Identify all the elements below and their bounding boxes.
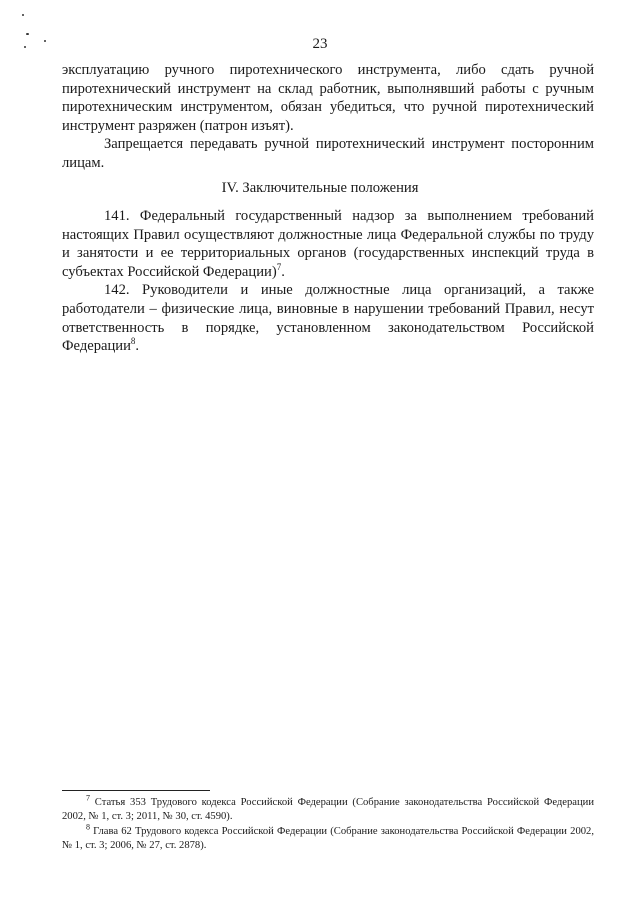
paragraph-continuation: эксплуатацию ручного пиротехнического инструмента, либо сдать ручной пиротехнический инструмент на склад работник, выполнявший работы с ручным пиротехническим инструментом, обязан убедиться, что ручной пиротехнический инструмент разряжен (патрон изъят). <box>62 62 594 134</box>
footnote-ref-8[interactable]: 8 <box>130 336 136 347</box>
footnote-separator <box>62 790 210 791</box>
continued-text-block <box>62 61 594 173</box>
clause-141-end: . <box>281 263 285 280</box>
clause-141-text: 141. Федеральный государственный надзор за выполнением требований настоящих Правил осуществляют должностные лица Федеральной службы по труду и занятости и ее территориальных органов (государственных инспекций труда в субъектах Российской Федерации) <box>62 208 594 280</box>
footnote-mark-8: 8 <box>86 822 90 832</box>
footnote-7-text: Статья 353 Трудового кодекса Российской Федерации (Собрание законодательства Российской Федерации 2002, № 1, ст. 3; 2011, № 30, ст. 4590). <box>62 797 594 822</box>
footnote-8-text: Глава 62 Трудового кодекса Российской Федерации (Собрание законодательства Российской Федерации 2002, № 1, ст. 3; 2006, № 27, ст. 2878). <box>62 826 594 851</box>
footnote-7 <box>62 793 594 823</box>
page-number: 23 <box>312 36 328 52</box>
clause-142-text: 142. Руководители и иные должностные лица организаций, а также работодатели – физические лица, виновные в нарушении требований Правил, несут ответственность в порядке, установленном законодательством Российской Федерации <box>62 282 594 355</box>
footnotes-block <box>62 793 594 854</box>
clause-142-end: . <box>135 338 140 355</box>
section-heading: IV. Заключительные положения <box>221 180 419 196</box>
paragraph-prohibition: Запрещается передавать ручной пиротехнический инструмент посторонним лицам. <box>62 136 594 171</box>
scan-speck <box>22 14 24 16</box>
clause-142 <box>62 281 594 355</box>
footnote-8 <box>62 822 594 852</box>
clauses-block <box>62 207 594 356</box>
footnote-ref-7[interactable]: 7 <box>276 261 282 272</box>
scan-speck <box>26 33 29 35</box>
footnote-mark-7: 7 <box>86 793 90 803</box>
clause-141 <box>62 207 594 281</box>
